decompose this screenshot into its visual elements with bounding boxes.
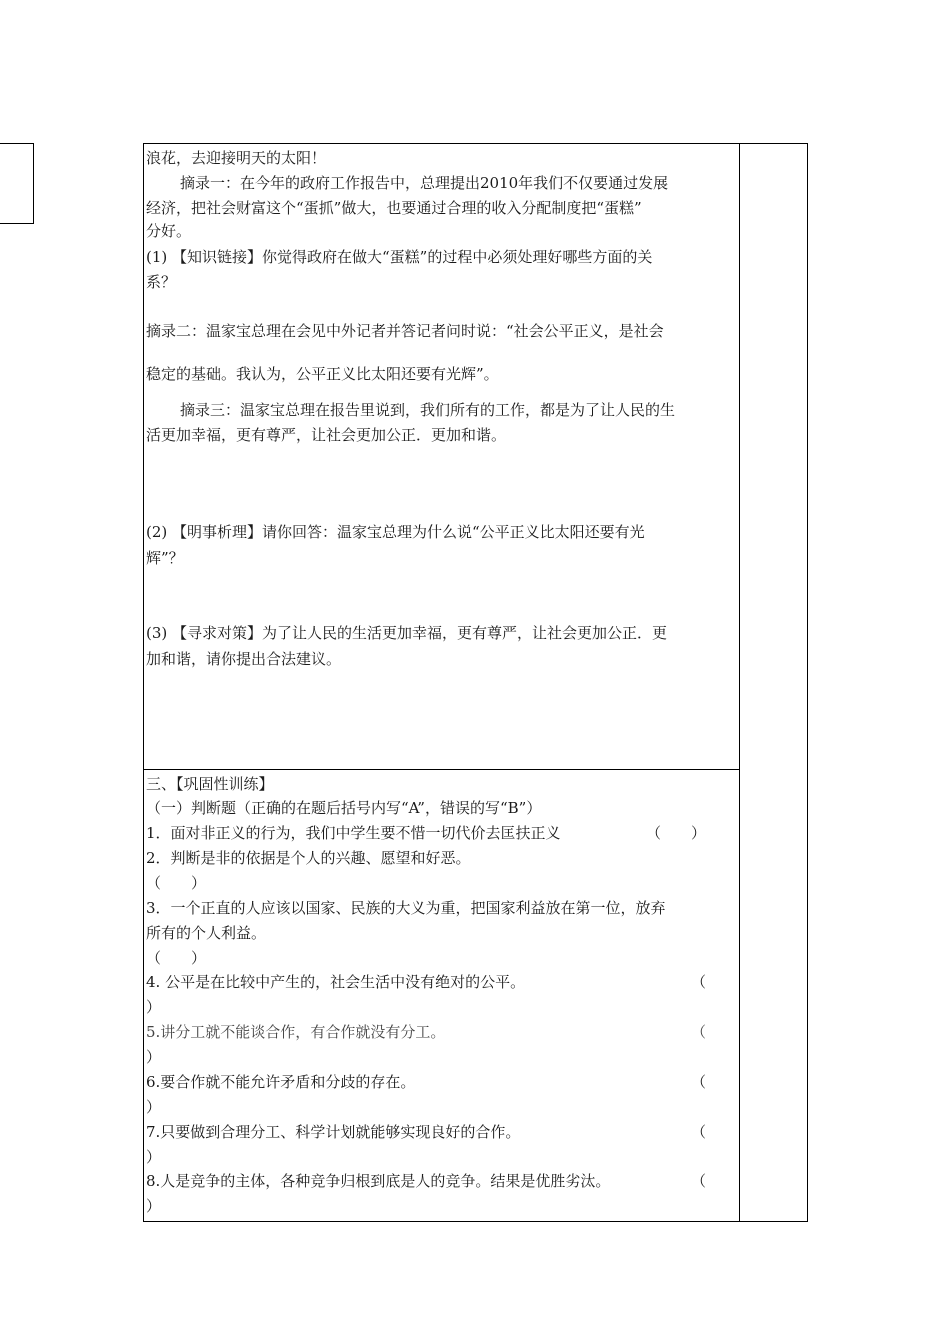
text-line: 分好。 <box>146 222 192 240</box>
answer-open: （ <box>691 1023 707 1041</box>
true-false-item <box>146 1070 738 1095</box>
text-line: 加和谐，请你提出合法建议。 <box>146 650 342 668</box>
answer-open: （ <box>691 1172 707 1190</box>
true-false-item: 2．判断是非的依据是个人的兴趣、愿望和好恶。 <box>146 849 471 867</box>
answer-close: ） <box>146 1148 162 1166</box>
true-false-item <box>146 1169 738 1194</box>
answer-open: （ <box>691 1123 707 1141</box>
item-text: 4. 公平是在比较中产生的，社会生活中没有绝对的公平。 <box>146 973 526 991</box>
true-false-item <box>146 1020 738 1045</box>
text-line: 所有的个人利益。 <box>146 924 267 942</box>
text-line: 活更加幸福，更有尊严，让社会更加公正．更加和谐。 <box>146 426 507 444</box>
column-divider <box>739 144 740 1221</box>
item-text: 6.要合作就不能允许矛盾和分歧的存在。 <box>146 1073 416 1091</box>
answer-open: （ <box>691 973 707 991</box>
answer-blank: （ ） <box>646 824 707 842</box>
item-text: 1．面对非正义的行为，我们中学生要不惜一切代价去匡扶正义 <box>146 824 561 842</box>
text-line: 系？ <box>146 273 177 291</box>
answer-close: ） <box>146 1197 162 1215</box>
text-line: 稳定的基础。我认为，公平正义比太阳还要有光辉”。 <box>146 365 499 383</box>
question-1: (1) 【知识链接】你觉得政府在做大“蛋糕”的过程中必须处理好哪些方面的关 <box>146 248 653 266</box>
true-false-item <box>146 970 738 995</box>
answer-close: ） <box>146 1048 162 1066</box>
answer-close: ） <box>146 1098 162 1116</box>
excerpt-one: 摘录一：在今年的政府工作报告中，总理提出2010年我们不仅要通过发展 <box>180 174 669 192</box>
section-heading: 三、【巩固性训练】 <box>146 775 274 793</box>
answer-close: ） <box>146 998 162 1016</box>
text-line: 浪花，去迎接明天的太阳！ <box>146 149 327 167</box>
true-false-item <box>146 821 738 846</box>
true-false-item <box>146 1120 738 1145</box>
text-line: 经济，把社会财富这个“蛋抓”做大，也要通过合理的收入分配制度把“蛋糕” <box>146 199 642 217</box>
text-line: 辉”？ <box>146 549 184 567</box>
section-instruction: （一）判断题（正确的在题后括号内写“A”，错误的写“B”） <box>146 799 542 817</box>
item-text: 8.人是竞争的主体，各种竞争归根到底是人的竞争。结果是优胜劣汰。 <box>146 1172 611 1190</box>
worksheet-table <box>143 143 808 1222</box>
true-false-item: 3．一个正直的人应该以国家、民族的大义为重，把国家利益放在第一位，放弃 <box>146 899 666 917</box>
answer-open: （ <box>691 1073 707 1091</box>
excerpt-three: 摘录三：温家宝总理在报告里说到，我们所有的工作，都是为了让人民的生 <box>180 401 676 419</box>
margin-box <box>0 143 34 224</box>
question-3: (3) 【寻求对策】为了让人民的生活更加幸福，更有尊严，让社会更加公正．更 <box>146 624 668 642</box>
excerpt-two: 摘录二：温家宝总理在会见中外记者并答记者问时说：“社会公平正义，是社会 <box>146 322 664 340</box>
answer-blank: （ ） <box>146 949 207 967</box>
item-text: 5.讲分工就不能谈合作，有合作就没有分工。 <box>146 1023 446 1041</box>
answer-blank: （ ） <box>146 874 207 892</box>
row-divider <box>144 769 739 770</box>
question-2: (2) 【明事析理】请你回答：温家宝总理为什么说“公平正义比太阳还要有光 <box>146 523 645 541</box>
item-text: 7.只要做到合理分工、科学计划就能够实现良好的合作。 <box>146 1123 521 1141</box>
